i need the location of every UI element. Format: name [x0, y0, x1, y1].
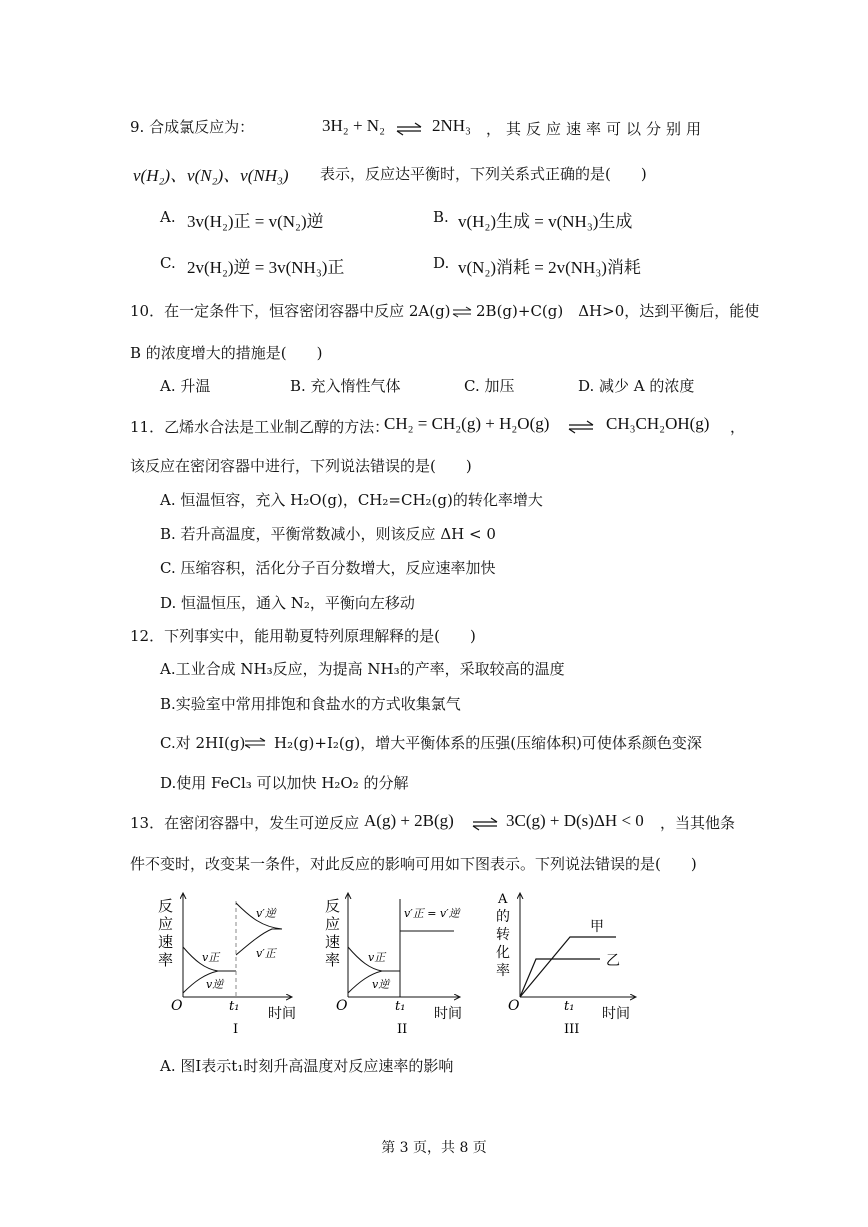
fig1-label-v-zheng: v正 — [202, 951, 220, 964]
q10-line1b: 2B(g)+C(g) ΔH>0，达到平衡后，能使 — [476, 302, 760, 320]
q12-stem: 12．下列事实中，能用勒夏特列原理解释的是( ) — [130, 627, 476, 645]
fig3-ylabel-4: 化 — [496, 945, 510, 961]
q13-eq-dh: ΔH < 0 — [594, 811, 644, 830]
q11-optD: D. 恒温恒压，通入 N₂，平衡向左移动 — [160, 594, 415, 612]
fig2-ylabel-1: 反 — [325, 897, 341, 915]
q13-figures — [150, 885, 670, 1045]
q11-line2: 该反应在密闭容器中进行，下列说法错误的是( ) — [130, 457, 472, 475]
q9-stem-suffix: ，其反应速率可以分别用 — [486, 120, 707, 138]
q9-optB: v(H₂)生成 = v(NH₃)生成 — [458, 212, 633, 231]
q9-optA-label: A. — [160, 208, 176, 226]
q9-line2-text: 表示，反应达平衡时，下列关系式正确的是( ) — [320, 165, 647, 183]
fig3-label-yi: 乙 — [606, 953, 620, 969]
q9-line2-vars: v(H₂)、v(N₂)、v(NH₃) — [133, 166, 289, 185]
figure-3 — [496, 892, 636, 1037]
q10-line2: B 的浓度增大的措施是( ) — [130, 344, 323, 362]
fig3-ylabel-5: 率 — [496, 963, 510, 979]
q13-optA: A. 图Ⅰ表示t₁时刻升高温度对反应速率的影响 — [160, 1057, 454, 1075]
q9-optD: v(N₂)消耗 = 2v(NH₃)消耗 — [458, 258, 641, 277]
q11-eq-left: CH₂ = CH₂(g) + H₂O(g) — [384, 414, 550, 433]
fig1-label-vp-ni: v′逆 — [256, 907, 276, 920]
q9-optB-label: B. — [433, 208, 449, 226]
fig2-origin: O — [336, 998, 348, 1014]
q13-line1-end: ，当其他条 — [660, 814, 736, 832]
fig3-jia-line — [520, 937, 616, 997]
fig3-t1: t₁ — [564, 999, 575, 1014]
fig1-ylabel-2: 应 — [158, 915, 174, 933]
fig3-label-jia: 甲 — [590, 919, 604, 935]
q11-line1-end: ， — [730, 418, 746, 436]
q9-stem-prefix: 9. 合成氯反应为： — [130, 118, 255, 136]
q13-eq-right: 3C(g) + D(s) — [506, 811, 594, 830]
fig1-ylabel-4: 率 — [158, 951, 174, 969]
q9-eq-right: 2NH₃ — [432, 116, 471, 135]
fig2-ylabel-3: 速 — [325, 933, 341, 951]
fig3-yi-line — [520, 959, 600, 997]
fig2-xlabel: 时间 — [434, 1006, 462, 1022]
equilibrium-arrow-icon — [244, 737, 266, 749]
q11-line1-text: 11．乙烯水合法是工业制乙醇的方法： — [130, 418, 390, 436]
fig3-ylabel-2: 的 — [496, 909, 510, 925]
q13-eq-left: A(g) + 2B(g) — [364, 811, 454, 830]
q11-optA: A. 恒温恒容，充入 H₂O(g)，CH₂=CH₂(g)的转化率增大 — [160, 491, 543, 509]
q10-line1a: 10．在一定条件下，恒容密闭容器中反应 2A(g) — [130, 302, 451, 320]
fig3-origin: O — [508, 998, 520, 1014]
q11-eq-right: CH₃CH₂OH(g) — [606, 414, 710, 433]
fig3-caption: III — [564, 1022, 580, 1037]
fig1-label-vp-zheng: v′正 — [256, 947, 276, 960]
fig2-ylabel-4: 率 — [325, 951, 341, 969]
figure-1 — [158, 893, 296, 1037]
q9-optD-label: D. — [433, 254, 450, 272]
fig2-label-eq: v′正 = v′逆 — [404, 907, 460, 920]
q9-optC: 2v(H₂)逆 = 3v(NH₃)正 — [187, 258, 345, 277]
fig2-label-v-ni: v逆 — [372, 978, 390, 991]
figure-2 — [325, 893, 462, 1037]
fig1-origin: O — [171, 998, 183, 1014]
q12-optC-a: C.对 2HI(g) — [160, 734, 246, 752]
fig3-ylabel-3: 转 — [496, 927, 510, 943]
q9-optA: 3v(H₂)正 = v(N₂)逆 — [187, 212, 324, 231]
q12-optD: D.使用 FeCl₃ 可以加快 H₂O₂ 的分解 — [160, 774, 409, 792]
q13-line2: 件不变时，改变某一条件，对此反应的影响可用如下图表示。下列说法错误的是( ) — [130, 855, 697, 873]
fig1-ylabel-1: 反 — [158, 897, 174, 915]
fig1-label-v-ni: v逆 — [206, 978, 224, 991]
fig2-label-v-zheng: v正 — [368, 951, 386, 964]
fig1-caption: I — [233, 1022, 239, 1037]
fig1-ylabel-3: 速 — [158, 933, 174, 951]
fig2-t1: t₁ — [395, 999, 406, 1014]
q12-optC-b: H₂(g)+I₂(g)，增大平衡体系的压强(压缩体积)可使体系颜色变深 — [274, 734, 702, 752]
fig1-xlabel: 时间 — [268, 1006, 296, 1022]
equilibrium-arrow-icon — [452, 306, 472, 318]
q11-optB: B. 若升高温度，平衡常数减小，则该反应 ΔH < 0 — [160, 525, 496, 543]
fig3-xlabel: 时间 — [602, 1006, 630, 1022]
equilibrium-arrow-icon — [472, 817, 498, 831]
fig3-ylabel-1: A — [498, 892, 508, 907]
fig1-t1: t₁ — [229, 999, 240, 1014]
q9-optC-label: C. — [160, 254, 176, 272]
q13-line1-text: 13．在密闭容器中，发生可逆反应 — [130, 814, 360, 832]
q9-line1 — [130, 116, 254, 138]
q11-optC: C. 压缩容积，活化分子百分数增大，反应速率加快 — [160, 559, 496, 577]
q12-optA: A.工业合成 NH₃反应，为提高 NH₃的产率，采取较高的温度 — [160, 660, 565, 678]
q10-optD: D. 减少 A 的浓度 — [578, 377, 695, 395]
q10-optA: A. 升温 — [160, 377, 211, 395]
page-footer: 第 3 页，共 8 页 — [381, 1140, 487, 1156]
q12-optB: B.实验室中常用排饱和食盐水的方式收集氯气 — [160, 695, 461, 713]
equilibrium-arrow-icon — [568, 420, 594, 434]
q10-optB: B. 充入惰性气体 — [290, 377, 401, 395]
fig2-ylabel-2: 应 — [325, 915, 341, 933]
equilibrium-arrow-icon — [396, 122, 422, 136]
q9-eq-left: 3H₂ + N₂ — [322, 116, 385, 135]
q10-optC: C. 加压 — [464, 377, 515, 395]
fig2-caption: II — [397, 1022, 408, 1037]
